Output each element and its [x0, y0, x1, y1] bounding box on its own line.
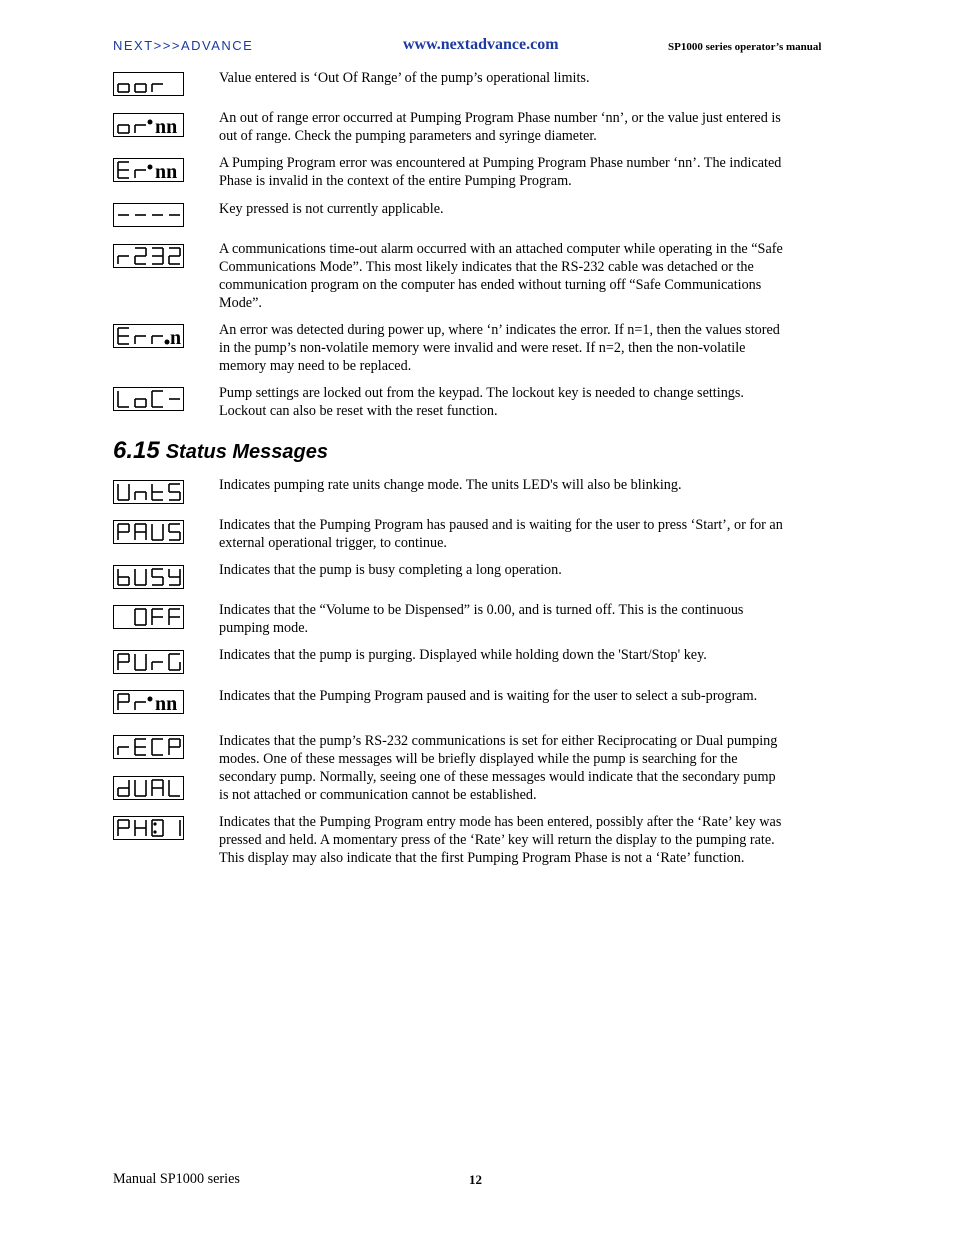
message-description: Indicates that the pump is busy completing a long operation. — [219, 562, 562, 578]
message-description: Pump settings are locked out from the keypad. The lockout key is needed to change settings. Lockout can also be reset with the reset function. — [219, 385, 744, 419]
lcd-display-err-n — [113, 324, 184, 348]
lcd-glyphs — [114, 777, 184, 799]
message-description: Indicates that the Pumping Program entry mode has been entered, possibly after the ‘Rate’ key was pressed and held. A momentary press of the ‘Rate’ key will return the display to the pumping rate. This display may also indicate that the first Pumping Program Phase is not a ‘Rate’ function. — [219, 814, 782, 866]
message-description: Indicates pumping rate units change mode. The units LED's will also be blinking. — [219, 477, 682, 493]
lcd-glyphs — [114, 691, 184, 713]
header-url[interactable]: www.nextadvance.com — [403, 36, 559, 53]
lcd-display-purg — [113, 650, 184, 674]
lcd-suffix-text: nn — [155, 116, 178, 136]
lcd-display-pr-nn — [113, 690, 184, 714]
lcd-glyphs — [114, 606, 184, 628]
lcd-display-oor — [113, 72, 184, 96]
lcd-glyphs — [114, 566, 184, 588]
message-description: Indicates that the pump’s RS-232 communications is set for either Reciprocating or Dual pumping modes. One of these messages will be briefly displayed while the pump is searching for the secondary pump. Normally, seeing one of these messages would indicate that the secondary pump is not attached or communication cannot be established. — [219, 733, 778, 803]
message-description: An error was detected during power up, where ‘n’ indicates the error. If n=1, then the values stored in the pump’s non-volatile memory were invalid and were reset. If n=2, then the non-volatile memory may need to be replaced. — [219, 322, 780, 374]
section-heading — [113, 437, 328, 465]
lcd-display-or-nn — [113, 113, 184, 137]
message-description: Key pressed is not currently applicable. — [219, 201, 444, 217]
lcd-glyphs — [114, 736, 184, 758]
lcd-glyphs — [114, 159, 184, 181]
lcd-glyphs — [114, 388, 184, 410]
message-description: Indicates that the pump is purging. Displayed while holding down the 'Start/Stop' key. — [219, 647, 707, 663]
lcd-glyphs — [114, 73, 184, 95]
lcd-display-dual — [113, 776, 184, 800]
footer-manual-name: Manual SP1000 series — [113, 1171, 240, 1187]
lcd-glyphs — [114, 245, 184, 267]
lcd-display-dashes — [113, 203, 184, 227]
lcd-display-busy — [113, 565, 184, 589]
lcd-glyphs — [114, 521, 184, 543]
lcd-glyphs — [114, 481, 184, 503]
lcd-display-off — [113, 605, 184, 629]
lcd-glyphs — [114, 325, 184, 347]
lcd-glyphs — [114, 114, 184, 136]
lcd-glyphs — [114, 204, 184, 226]
lcd-display-loc — [113, 387, 184, 411]
message-description: A communications time-out alarm occurred with an attached computer while operating in the “Safe Communications Mode”. This most likely indicates that the RS-232 cable was detached or the communication program on the computer has ended without turning off “Safe Communications Mode”. — [219, 241, 783, 311]
message-description: An out of range error occurred at Pumping Program Phase number ‘nn’, or the value just entered is out of range. Check the pumping parameters and syringe diameter. — [219, 110, 781, 144]
lcd-suffix-text: n — [170, 327, 182, 347]
lcd-display-recp — [113, 735, 184, 759]
lcd-glyphs — [114, 651, 184, 673]
lcd-glyphs — [114, 817, 184, 839]
header-manual-title: SP1000 series operator’s manual — [668, 41, 822, 53]
lcd-display-er-nn — [113, 158, 184, 182]
message-description: Indicates that the Pumping Program has paused and is waiting for the user to press ‘Start’, or for an external operational trigger, to continue. — [219, 517, 783, 551]
lcd-display-paus — [113, 520, 184, 544]
lcd-display-ph01 — [113, 816, 184, 840]
message-description: Indicates that the Pumping Program paused and is waiting for the user to select a sub-program. — [219, 688, 758, 704]
section-number: 6.15 — [113, 437, 160, 464]
message-description: Value entered is ‘Out Of Range’ of the pump’s operational limits. — [219, 70, 590, 86]
lcd-display-r232 — [113, 244, 184, 268]
next-advance-logo: NEXT>>>ADVANCE — [113, 38, 254, 53]
lcd-suffix-text: nn — [155, 693, 178, 713]
section-title: Status Messages — [165, 441, 329, 463]
page-number: 12 — [469, 1172, 482, 1187]
message-description: Indicates that the “Volume to be Dispensed” is 0.00, and is turned off. This is the continuous pumping mode. — [219, 602, 744, 636]
lcd-suffix-text: nn — [155, 161, 178, 181]
message-description: A Pumping Program error was encountered at Pumping Program Phase number ‘nn’. The indicated Phase is invalid in the context of the entire Pumping Program. — [219, 155, 782, 189]
lcd-display-unts — [113, 480, 184, 504]
